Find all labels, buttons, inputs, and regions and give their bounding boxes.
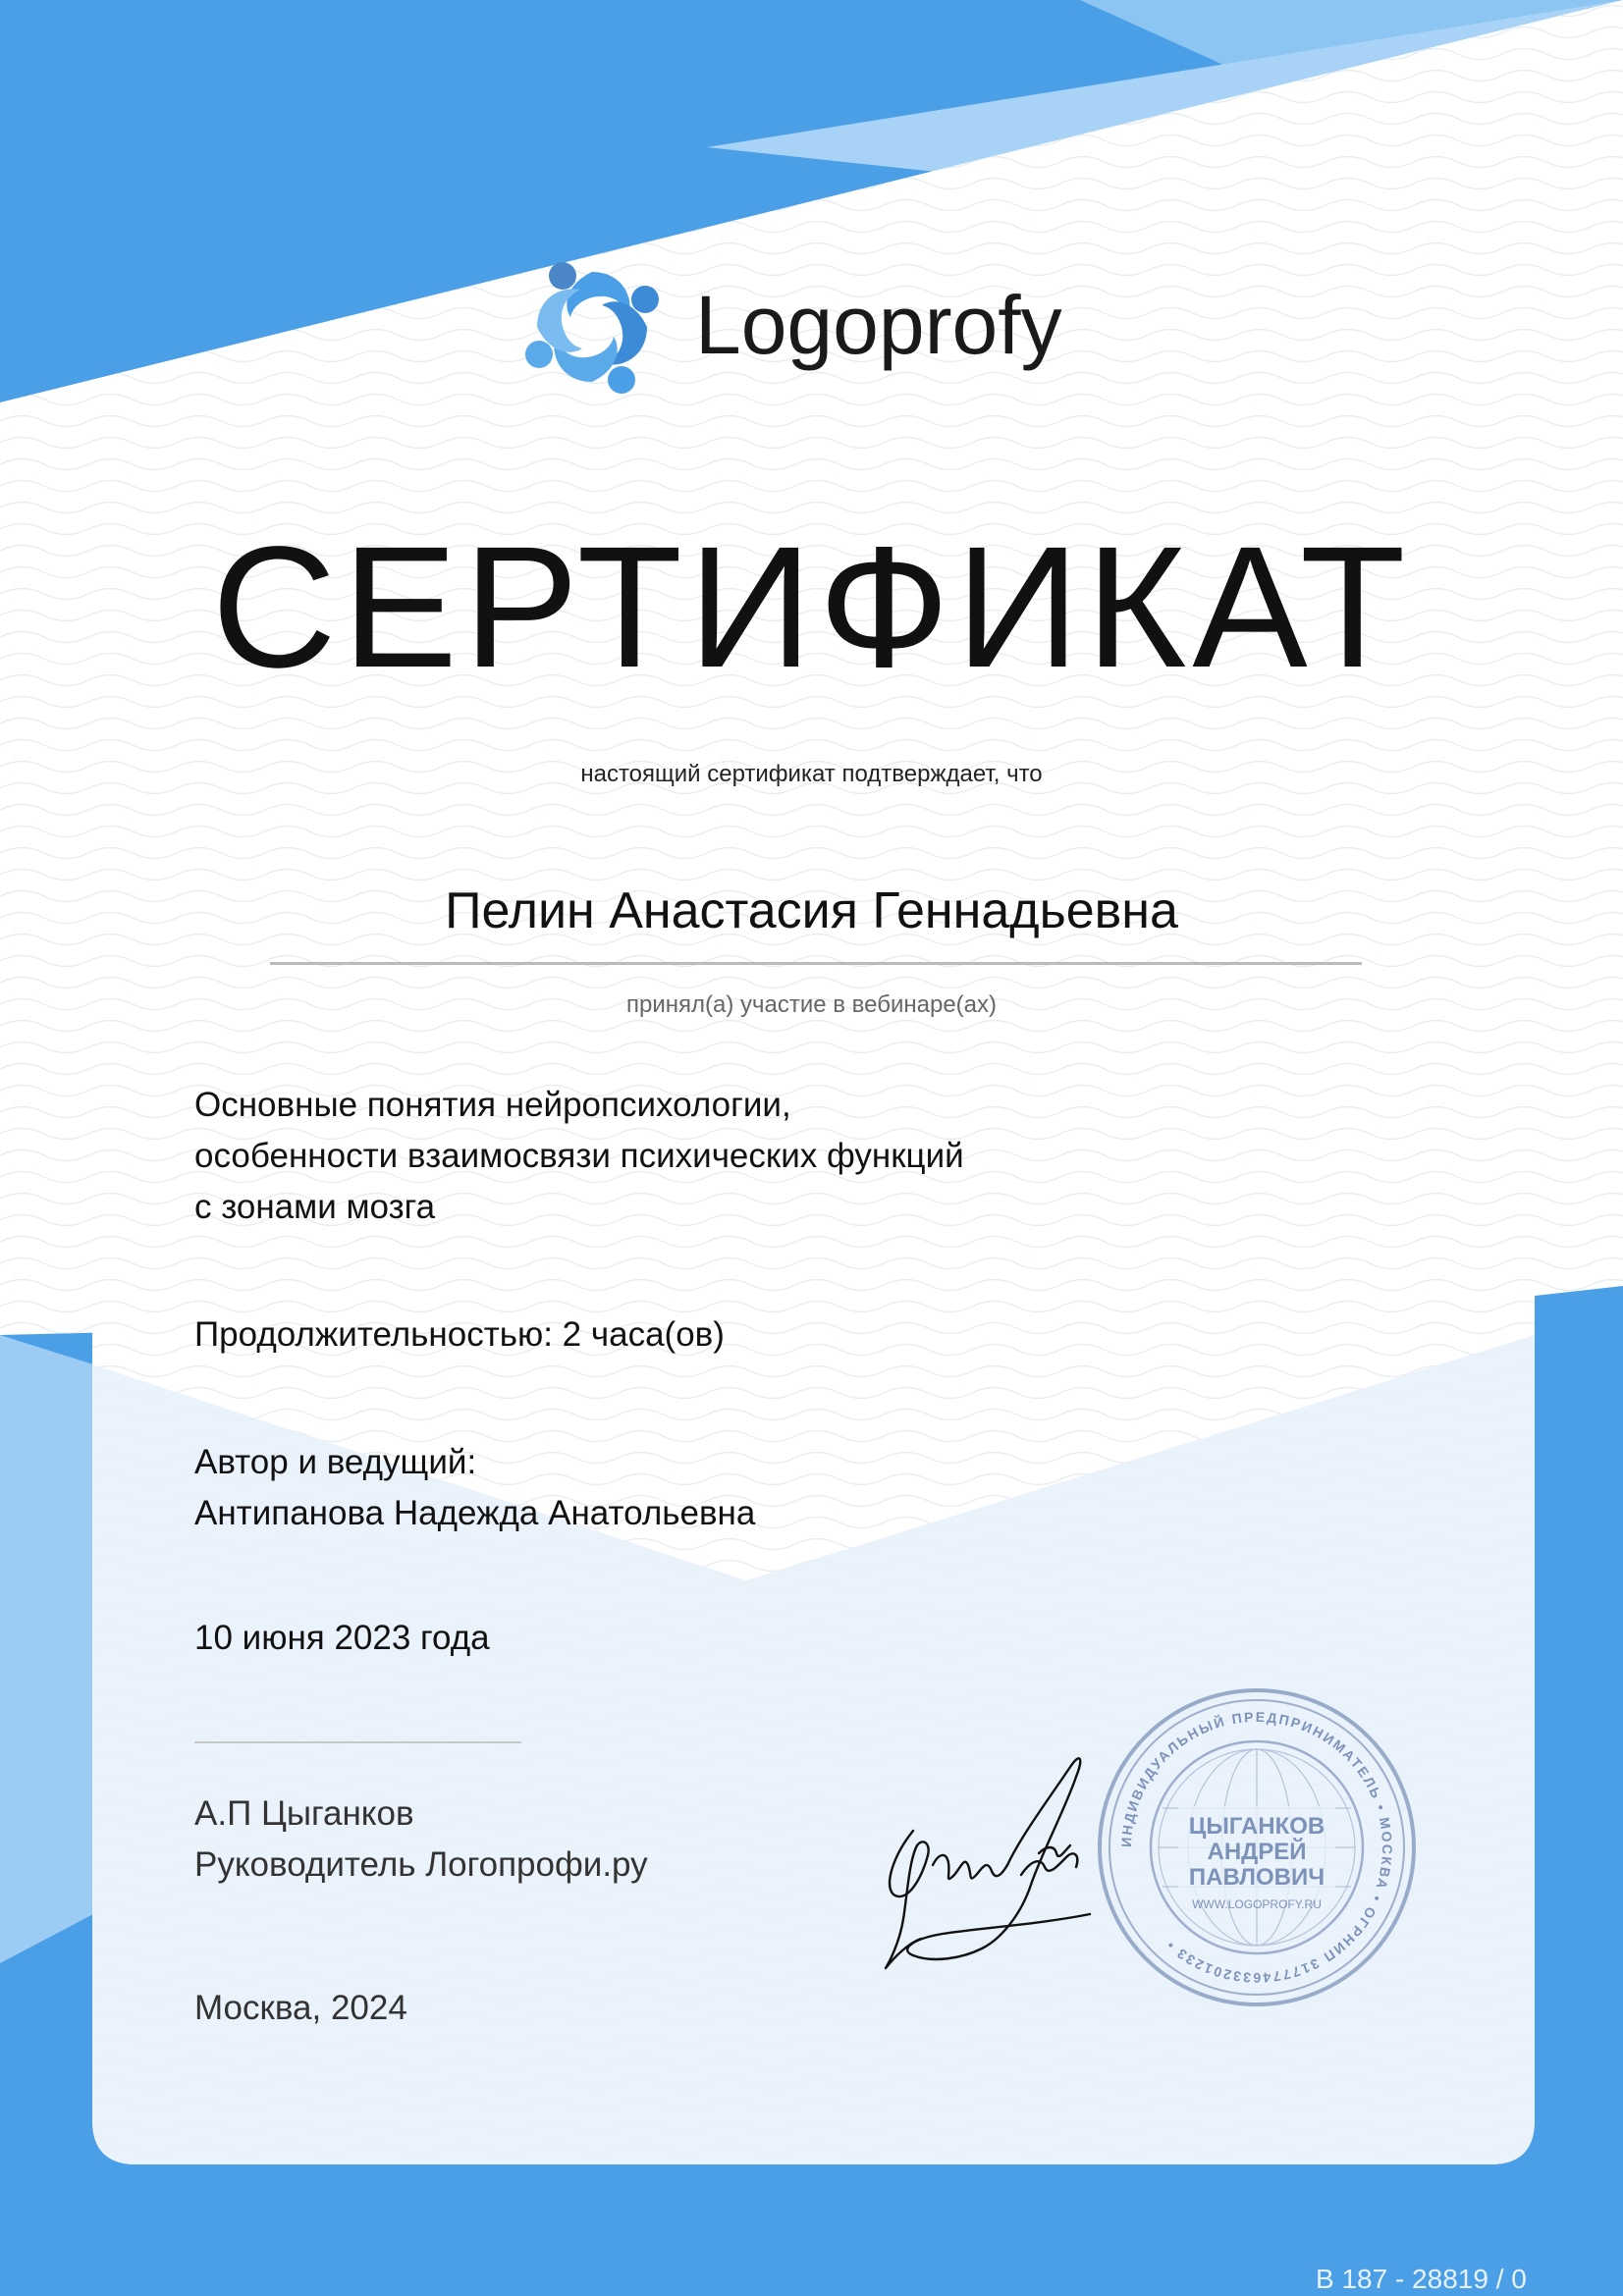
webinar-title-line: Основные понятия нейропсихологии,: [194, 1086, 791, 1124]
author-block: [194, 1437, 755, 1539]
signer-title: Руководитель Логопрофи.ру: [194, 1845, 648, 1884]
webinar-title-line: особенности взаимосвязи психических функций: [194, 1137, 964, 1175]
signer-block: [194, 1789, 648, 1891]
duration-text: Продолжительностью: 2 часа(ов): [194, 1315, 725, 1354]
stamp-ring-text: ИНДИВИДУАЛЬНЫЙ ПРЕДПРИНИМАТЕЛЬ • МОСКВА • ОГРНИП 317774633201233 •: [1117, 1708, 1396, 1987]
signature-mark: [874, 1728, 1168, 1983]
stamp-url: WWW.LOGOPROFY.RU: [1192, 1897, 1322, 1911]
brand-logo-text: Logoprofy: [695, 279, 1062, 371]
place-year: Москва, 2024: [194, 1989, 407, 2027]
author-name: Антипанова Надежда Анатольевна: [194, 1494, 756, 1532]
serial-number: В 187 - 28819 / 0: [1316, 2264, 1527, 2294]
signer-name: А.П Цыганков: [194, 1794, 414, 1833]
webinar-title: [194, 1080, 964, 1233]
participation-text: принял(а) участие в вебинаре(ах): [625, 991, 998, 1018]
event-date: 10 июня 2023 года: [194, 1619, 490, 1657]
stamp-line: АНДРЕЙ: [1207, 1839, 1307, 1865]
signature-divider: [194, 1741, 521, 1743]
logo-swirl-icon: [523, 258, 661, 396]
certificate-subtitle: настоящий сертификат подтверждает, что: [580, 761, 1043, 787]
certificate-title: СЕРТИФИКАТ: [211, 511, 1412, 704]
stamp-line: ПАВЛОВИЧ: [1188, 1864, 1325, 1891]
stamp-line: ЦЫГАНКОВ: [1188, 1813, 1325, 1840]
author-label: Автор и ведущий:: [194, 1443, 477, 1481]
recipient-name: Пелин Анастасия Геннадьевна: [445, 882, 1178, 939]
name-underline: [270, 962, 1362, 965]
webinar-title-line: с зонами мозга: [194, 1188, 436, 1226]
